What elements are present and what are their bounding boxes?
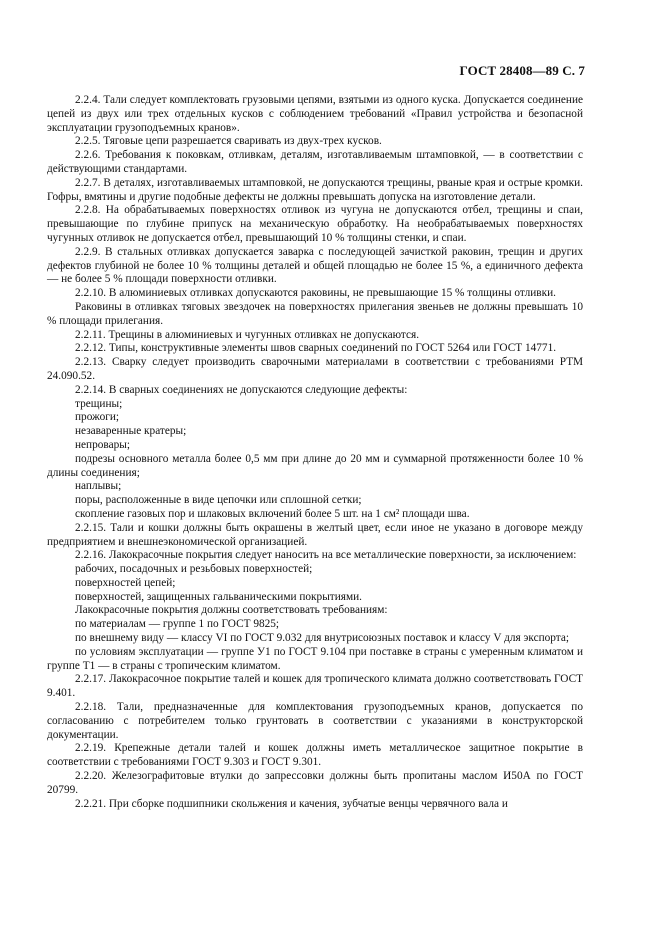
paragraph: 2.2.8. На обрабатываемых поверхностях отливок из чугуна не допускаются отбел, трещины и спаи, превышающие по глубине припуск на механическую обработку. На необрабатываемых поверхностях чугунных отливок не допускается отбел, превышающий 10 % толщины стенки, и спаи.	[47, 204, 583, 244]
paragraph: 2.2.21. При сборке подшипники скольжения и качения, зубчатые венцы червячного вала и	[75, 797, 508, 810]
paragraph: трещины;	[75, 397, 123, 410]
paragraph: 2.2.9. В стальных отливках допускается заварка с последующей зачисткой раковин, трещин и других дефектов глубиной не более 10 % толщины деталей и общей площадью не более 15 %, а единичного дефекта — не более 5 % площади поверхности отливки.	[47, 245, 583, 286]
paragraph: по внешнему виду — классу VI по ГОСТ 9.032 для внутрисоюзных поставок и классу V для экспорта;	[75, 632, 570, 645]
paragraph: 2.2.18. Тали, предназначенные для комплектования грузоподъемных кранов, допускается по согласованию с потребителем только грунтовать в соответствии с указаниями в конструкторской документации.	[47, 701, 583, 741]
paragraph: по материалам — группе 1 по ГОСТ 9825;	[75, 618, 280, 631]
paragraph: Раковины в отливках тяговых звездочек на поверхностях прилегания звеньев не должны превышать 10 % площади прилегания.	[47, 300, 583, 327]
paragraph: 2.2.19. Крепежные детали талей и кошек должны иметь металлическое защитное покрытие в соответствии с требованиями ГОСТ 9.303 и ГОСТ 9.301.	[47, 742, 583, 769]
paragraph: 2.2.13. Сварку следует производить сварочными материалами в соответствии с требованиями РТМ 24.090.52.	[47, 356, 583, 382]
paragraph: скопление газовых пор и шлаковых включений более 5 шт. на 1 см² площади шва.	[75, 507, 470, 520]
paragraph: рабочих, посадочных и резьбовых поверхностей;	[75, 563, 313, 576]
paragraph: 2.2.11. Трещины в алюминиевых и чугунных отливках не допускаются.	[75, 328, 420, 341]
paragraph: 2.2.7. В деталях, изготавливаемых штамповкой, не допускаются трещины, рваные края и острые кромки. Гофры, вмятины и другие подобные дефекты не должны превышать допуска на изготовление детали.	[47, 176, 583, 203]
page-header: ГОСТ 28408—89 С. 7	[459, 63, 585, 78]
document-body	[47, 94, 583, 811]
paragraph: непровары;	[75, 438, 130, 451]
paragraph: 2.2.17. Лакокрасочное покрытие талей и кошек для тропического климата должно соответствовать ГОСТ 9.401.	[47, 673, 583, 700]
paragraph: 2.2.10. В алюминиевых отливках допускаются раковины, не превышающие 15 % толщины отливки.	[75, 287, 556, 300]
paragraph: по условиям эксплуатации — группе У1 по ГОСТ 9.104 при поставке в страны с умеренным климатом и группе Т1 — в страны с тропическим климатом.	[47, 645, 583, 672]
paragraph: наплывы;	[75, 480, 122, 493]
paragraph: 2.2.12. Типы, конструктивные элементы швов сварных соединений по ГОСТ 5264 или ГОСТ 14771.	[75, 342, 557, 355]
paragraph: поры, расположенные в виде цепочки или сплошной сетки;	[75, 494, 362, 507]
paragraph: 2.2.5. Тяговые цепи разрешается сваривать из двух-трех кусков.	[75, 135, 382, 148]
paragraph: поверхностей цепей;	[75, 576, 176, 589]
paragraph: подрезы основного металла более 0,5 мм при длине до 20 мм и суммарной протяженности более 10 % длины соединения;	[47, 452, 583, 479]
paragraph: поверхностей, защищенных гальваническими покрытиями.	[75, 590, 362, 603]
paragraph: незаваренные кратеры;	[75, 425, 187, 438]
paragraph: 2.2.6. Требования к поковкам, отливкам, деталям, изготавливаемым штамповкой, — в соответствии с действующими стандартами.	[47, 149, 583, 175]
paragraph: 2.2.16. Лакокрасочные покрытия следует наносить на все металлические поверхности, за исключением:	[75, 549, 577, 562]
paragraph: 2.2.15. Тали и кошки должны быть окрашены в желтый цвет, если иное не указано в договоре между предприятием и внешнеэкономической организацией.	[47, 521, 583, 548]
paragraph: Лакокрасочные покрытия должны соответствовать требованиям:	[75, 604, 388, 617]
paragraph: 2.2.20. Железографитовые втулки до запрессовки должны быть пропитаны маслом И50А по ГОСТ 20799.	[47, 770, 583, 796]
paragraph: 2.2.4. Тали следует комплектовать грузовыми цепями, взятыми из одного куска. Допускается соединение цепей из двух или трех отдельных кусков с соблюдением требований «Правил устройства и безопасной эксплуатации грузоподъемных кранов».	[47, 94, 583, 134]
paragraph: прожоги;	[75, 411, 120, 424]
paragraph: 2.2.14. В сварных соединениях не допускаются следующие дефекты:	[75, 383, 408, 396]
